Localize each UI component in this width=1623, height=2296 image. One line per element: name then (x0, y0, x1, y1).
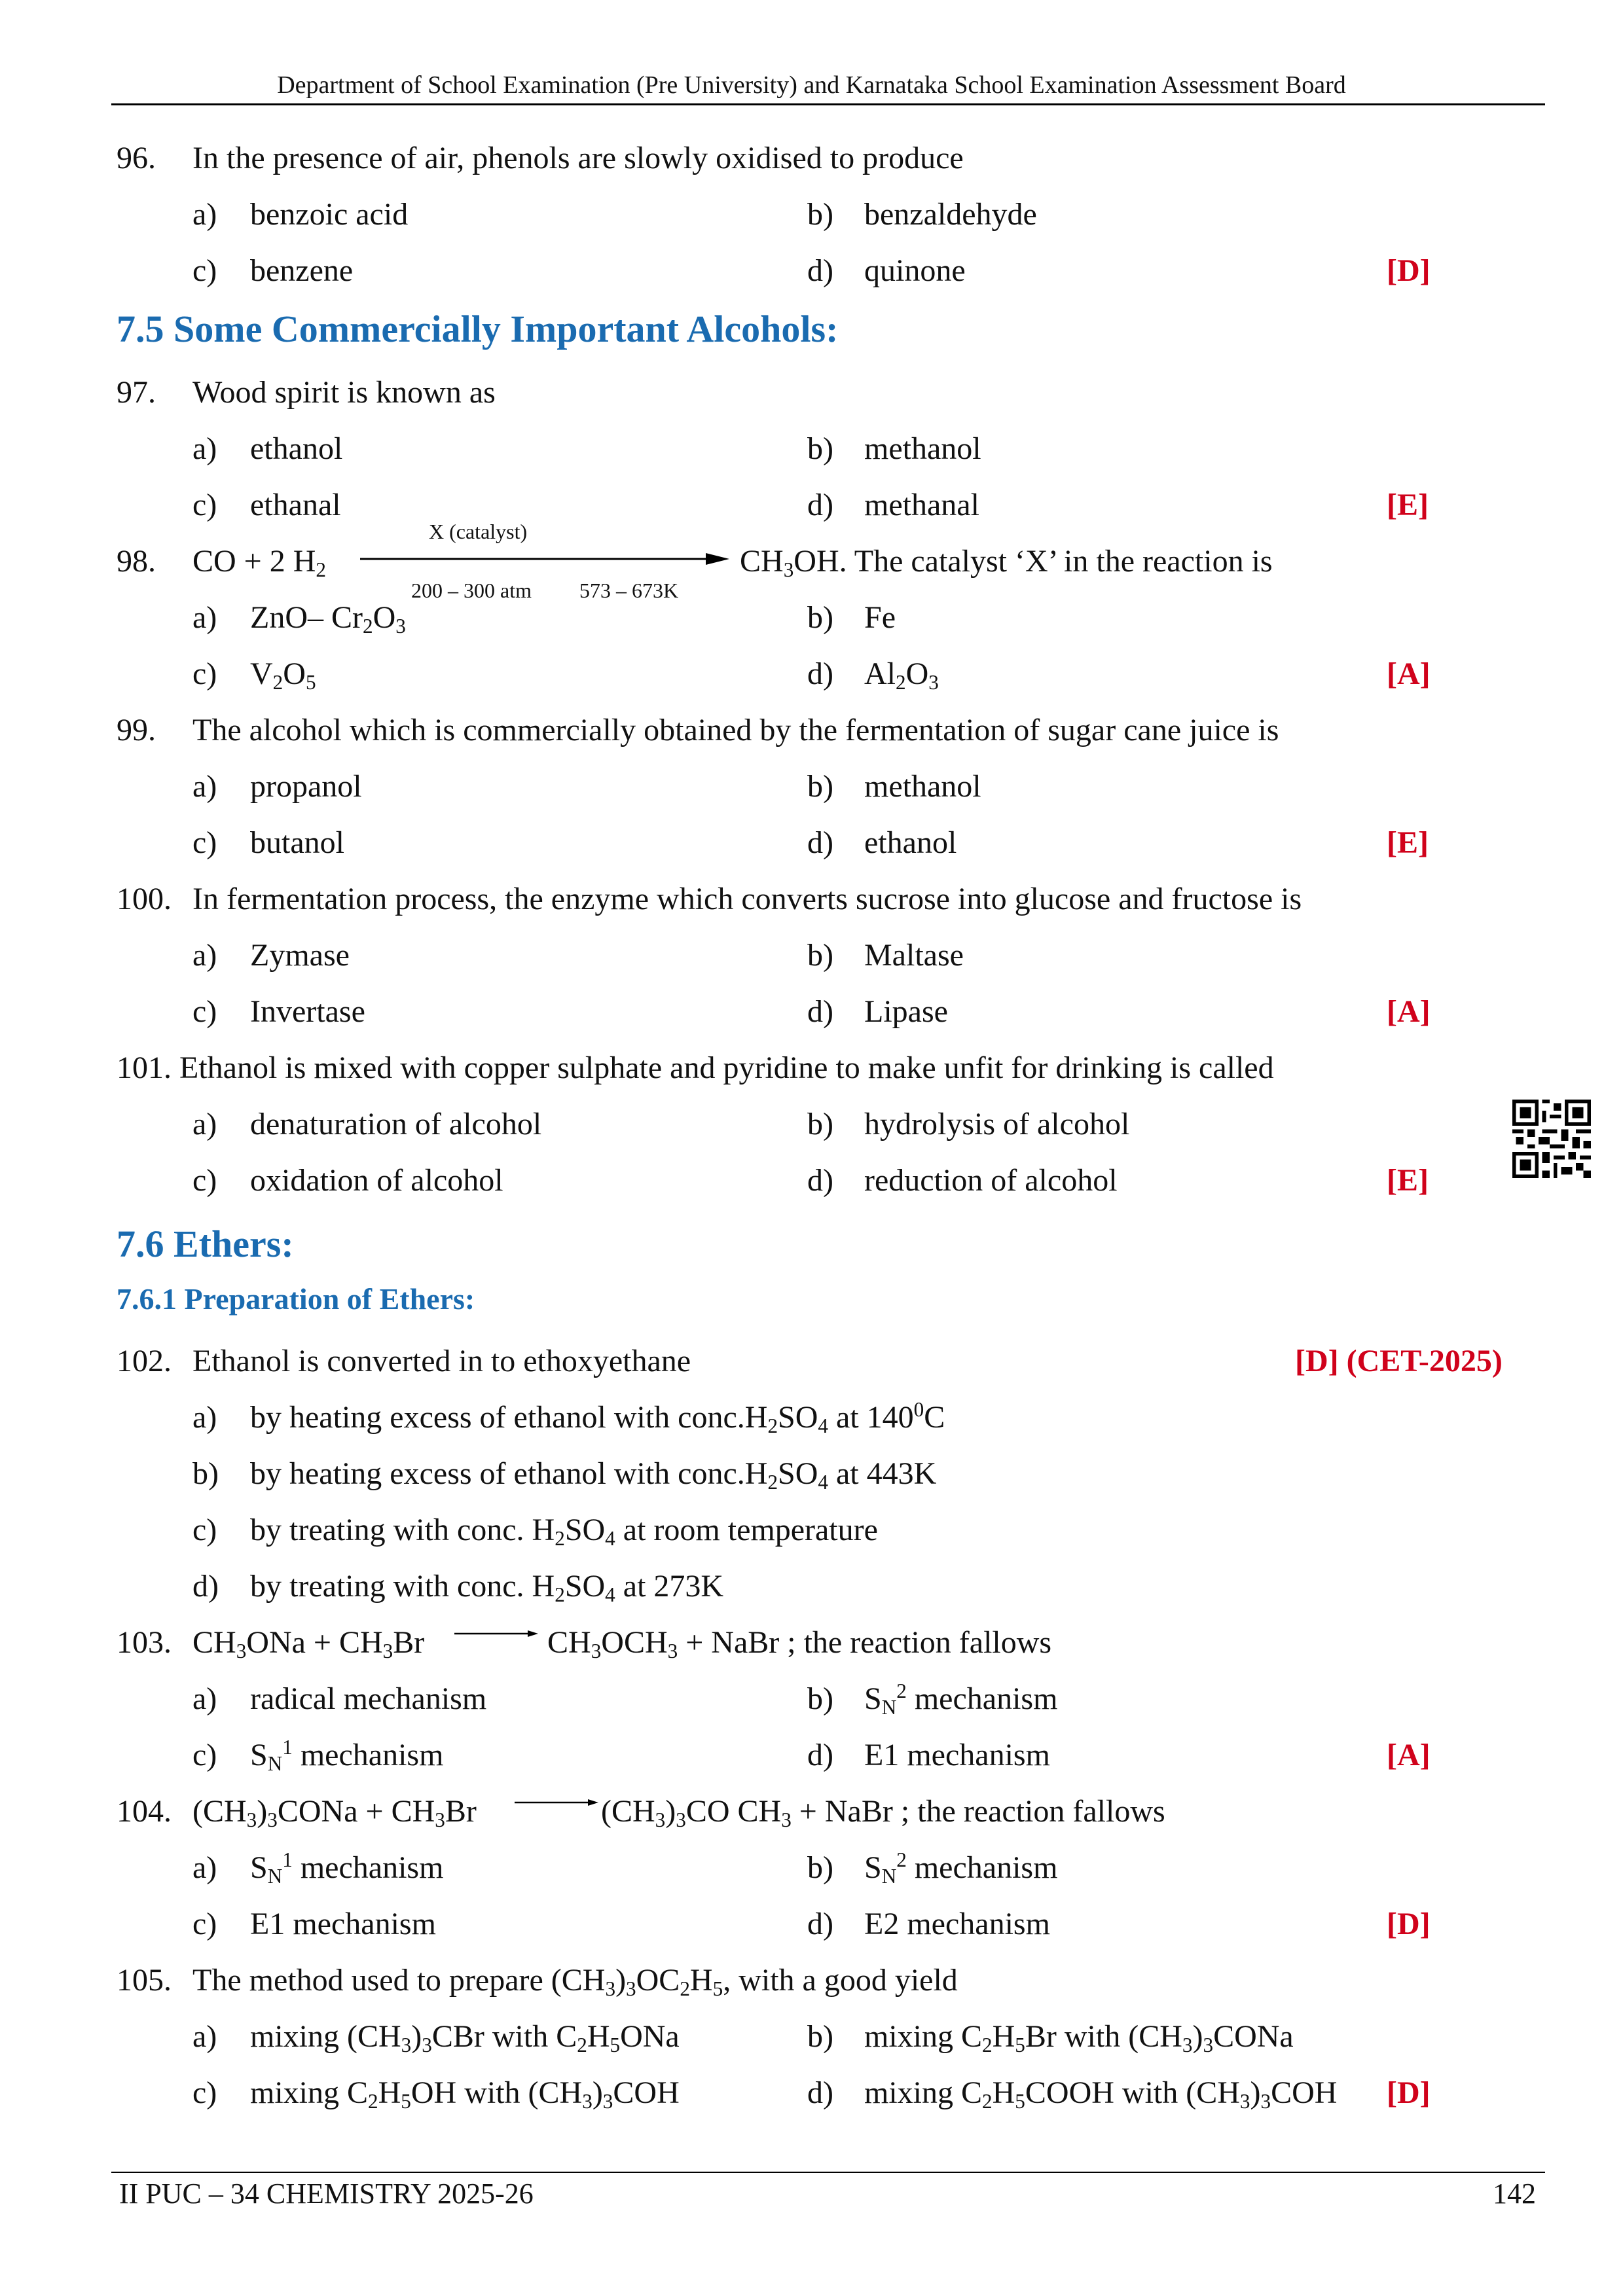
section-7-6-1: 7.6.1 Preparation of Ethers: (117, 1282, 475, 1316)
answer-103: [A] (1387, 1738, 1431, 1772)
reaction-arrow (359, 551, 732, 567)
qr-code[interactable] (1512, 1100, 1591, 1178)
section-7-5: 7.5 Some Commercially Important Alcohols: (117, 308, 839, 350)
arrow-label-pressure: 200 – 300 atm (411, 579, 532, 602)
header-rule (111, 103, 1545, 105)
footer-title: II PUC – 34 CHEMISTRY 2025-26 (119, 2178, 534, 2210)
answer-104: [D] (1387, 1907, 1431, 1941)
q104-arrow (515, 1797, 600, 1808)
answer-99: [E] (1387, 825, 1429, 860)
page-number: 142 (1493, 2178, 1536, 2210)
page-header: Department of School Examination (Pre University) and Karnataka School Examination Assessment Board (277, 71, 1346, 99)
answer-101: [E] (1387, 1163, 1429, 1198)
answer-97: [E] (1387, 488, 1429, 522)
q103-arrow (454, 1628, 539, 1639)
answer-100: [A] (1387, 994, 1431, 1029)
answer-96: [D] (1387, 253, 1431, 288)
footer-rule (111, 2172, 1545, 2173)
answer-102: [D] (CET-2025) (1295, 1344, 1503, 1378)
answer-105: [D] (1387, 2075, 1431, 2110)
arrow-label-catalyst: X (catalyst) (429, 520, 528, 543)
answer-98: [A] (1387, 656, 1431, 691)
section-7-6: 7.6 Ethers: (117, 1223, 294, 1265)
arrow-label-temperature: 573 – 673K (579, 579, 679, 602)
